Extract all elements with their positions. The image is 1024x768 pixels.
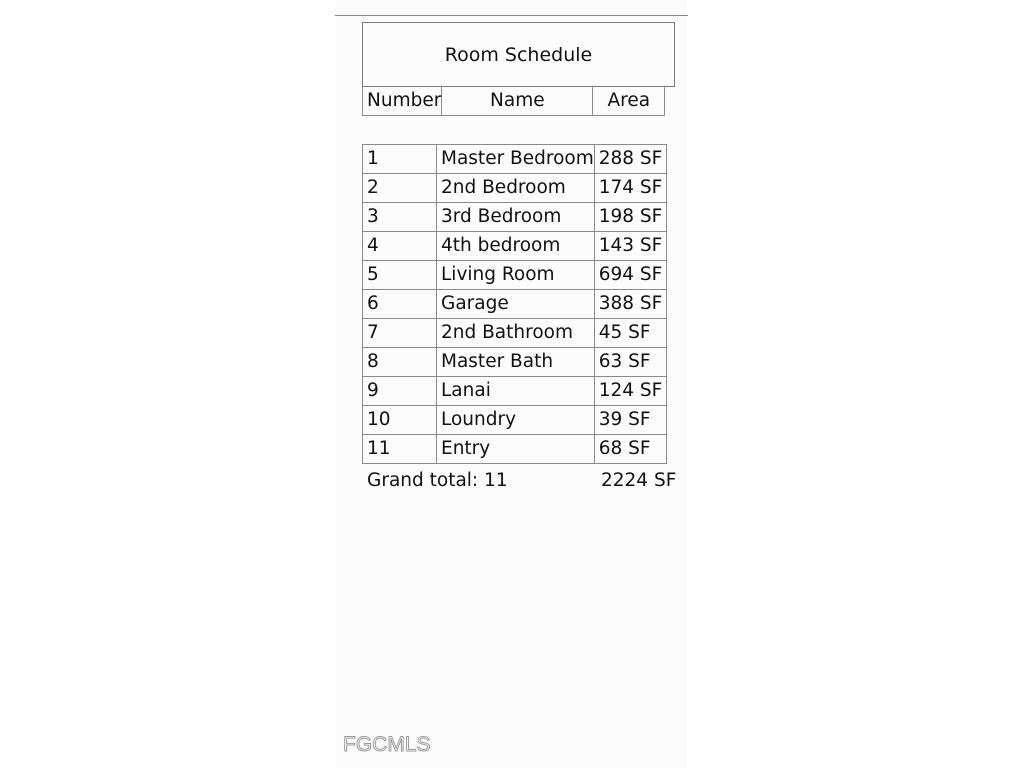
room-area-cell: 198 SF bbox=[594, 203, 666, 232]
room-name-cell: 2nd Bathroom bbox=[437, 319, 595, 348]
room-name-cell: Master Bedroom bbox=[437, 145, 595, 174]
room-name-cell: Loundry bbox=[437, 406, 595, 435]
room-name-cell: Lanai bbox=[437, 377, 595, 406]
table-row bbox=[363, 232, 667, 261]
room-number-cell: 7 bbox=[363, 319, 437, 348]
room-area-cell: 694 SF bbox=[594, 261, 666, 290]
mls-watermark: FGCMLS bbox=[343, 733, 431, 756]
room-number-cell: 11 bbox=[363, 435, 437, 464]
table-row bbox=[363, 174, 667, 203]
room-number-cell: 10 bbox=[363, 406, 437, 435]
room-area-cell: 45 SF bbox=[594, 319, 666, 348]
room-name-cell: Garage bbox=[437, 290, 595, 319]
grand-total bbox=[362, 466, 677, 495]
table-row bbox=[363, 145, 667, 174]
room-area-cell: 68 SF bbox=[594, 435, 666, 464]
room-name-cell: 3rd Bedroom bbox=[437, 203, 595, 232]
header-row bbox=[363, 86, 665, 116]
grand-total-label: Grand total: 11 bbox=[367, 470, 508, 491]
header-name: Name bbox=[442, 86, 593, 116]
table-row bbox=[363, 377, 667, 406]
table-row bbox=[363, 290, 667, 319]
room-number-cell: 4 bbox=[363, 232, 437, 261]
room-number-cell: 2 bbox=[363, 174, 437, 203]
room-name-cell: 4th bedroom bbox=[437, 232, 595, 261]
room-number-cell: 9 bbox=[363, 377, 437, 406]
room-name-cell: Master Bath bbox=[437, 348, 595, 377]
header-area: Area bbox=[593, 86, 665, 116]
room-area-cell: 174 SF bbox=[594, 174, 666, 203]
room-area-cell: 63 SF bbox=[594, 348, 666, 377]
grand-total-area: 2224 SF bbox=[601, 470, 677, 491]
top-divider bbox=[335, 15, 688, 16]
room-number-cell: 8 bbox=[363, 348, 437, 377]
room-name-cell: 2nd Bedroom bbox=[437, 174, 595, 203]
schedule-title: Room Schedule bbox=[362, 22, 675, 87]
room-name-cell: Entry bbox=[437, 435, 595, 464]
room-area-cell: 388 SF bbox=[594, 290, 666, 319]
room-number-cell: 5 bbox=[363, 261, 437, 290]
room-number-cell: 3 bbox=[363, 203, 437, 232]
table-row bbox=[363, 348, 667, 377]
table-row bbox=[363, 319, 667, 348]
room-area-cell: 124 SF bbox=[594, 377, 666, 406]
room-area-cell: 39 SF bbox=[594, 406, 666, 435]
table-row bbox=[363, 261, 667, 290]
room-number-cell: 1 bbox=[363, 145, 437, 174]
schedule-header bbox=[362, 86, 665, 116]
table-row bbox=[363, 203, 667, 232]
table-row bbox=[363, 406, 667, 435]
room-area-cell: 143 SF bbox=[594, 232, 666, 261]
room-area-cell: 288 SF bbox=[594, 145, 666, 174]
room-rows bbox=[363, 145, 667, 464]
room-table bbox=[362, 144, 667, 464]
room-number-cell: 6 bbox=[363, 290, 437, 319]
room-name-cell: Living Room bbox=[437, 261, 595, 290]
table-row bbox=[363, 435, 667, 464]
header-number: Number bbox=[363, 86, 442, 116]
